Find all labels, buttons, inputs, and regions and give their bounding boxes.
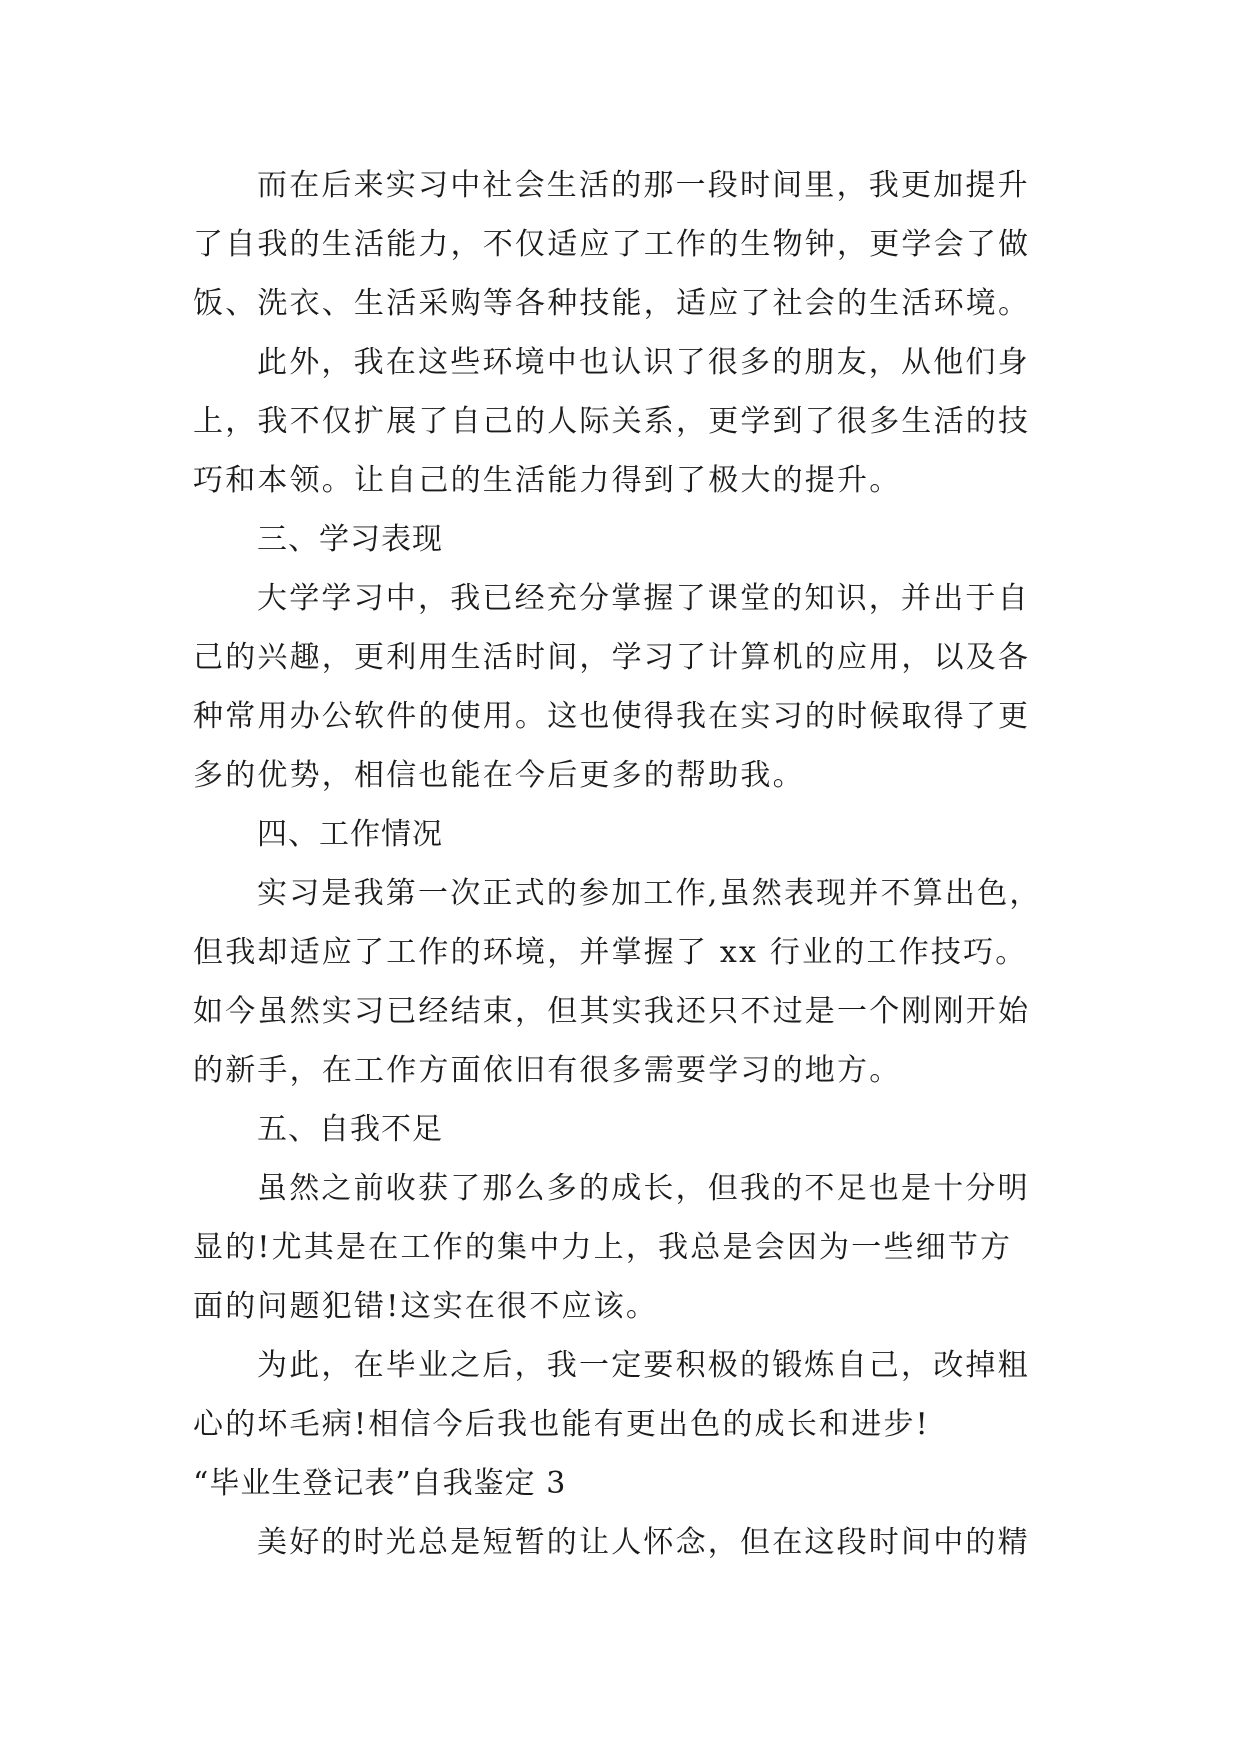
paragraph-4-line-4: 多的优势，相信也能在今后更多的帮助我。 bbox=[193, 758, 805, 793]
paragraph-4-line-1: 大学学习中，我已经充分掌握了课堂的知识，并出于自 bbox=[257, 581, 1030, 616]
document-body bbox=[193, 156, 1053, 1572]
paragraph-4-line-3: 种常用办公软件的使用。这也使得我在实习的时候取得了更 bbox=[193, 699, 1031, 734]
paragraph-6-line-4: 的新手，在工作方面依旧有很多需要学习的地方。 bbox=[193, 1053, 902, 1088]
paragraph-2-line-3: 巧和本领。让自己的生活能力得到了极大的提升。 bbox=[193, 463, 902, 498]
paragraph-1-line-3: 饭、洗衣、生活采购等各种技能，适应了社会的生活环境。 bbox=[193, 286, 1031, 321]
paragraph-2-line-2: 上，我不仅扩展了自己的人际关系，更学到了很多生活的技 bbox=[193, 404, 1031, 439]
paragraph-2-line-1: 此外，我在这些环境中也认识了很多的朋友，从他们身 bbox=[257, 345, 1030, 380]
paragraph-1-line-1: 而在后来实习中社会生活的那一段时间里，我更加提升 bbox=[257, 168, 1030, 203]
paragraph-11-line-1: 美好的时光总是短暂的让人怀念，但在这段时间中的精 bbox=[257, 1525, 1030, 1560]
paragraph-9-line-2: 心的坏毛病!相信今后我也能有更出色的成长和进步! bbox=[193, 1407, 930, 1442]
paragraph-8-line-1: 虽然之前收获了那么多的成长，但我的不足也是十分明 bbox=[257, 1171, 1030, 1206]
paragraph-8-line-2: 显的!尤其是在工作的集中力上，我总是会因为一些细节方 bbox=[193, 1230, 1013, 1265]
section-heading-shortcomings: 五、自我不足 bbox=[257, 1112, 443, 1147]
paragraph-9-line-1: 为此，在毕业之后，我一定要积极的锻炼自己，改掉粗 bbox=[257, 1348, 1030, 1383]
paragraph-4-line-2: 己的兴趣，更利用生活时间，学习了计算机的应用，以及各 bbox=[193, 640, 1031, 675]
paragraph-8-line-3: 面的问题犯错!这实在很不应该。 bbox=[193, 1289, 659, 1324]
paragraph-6-line-1: 实习是我第一次正式的参加工作,虽然表现并不算出色， bbox=[257, 876, 1042, 911]
section-heading-study: 三、学习表现 bbox=[257, 522, 443, 557]
paragraph-6-line-3: 如今虽然实习已经结束，但其实我还只不过是一个刚刚开始 bbox=[193, 994, 1031, 1029]
paragraph-6-line-2: 但我却适应了工作的环境，并掌握了 xx 行业的工作技巧。 bbox=[193, 935, 1028, 970]
paragraph-1-line-2: 了自我的生活能力，不仅适应了工作的生物钟，更学会了做 bbox=[193, 227, 1031, 262]
section-heading-work: 四、工作情况 bbox=[257, 817, 443, 852]
section-title-self-assessment-3: “毕业生登记表”自我鉴定 3 bbox=[193, 1466, 567, 1501]
